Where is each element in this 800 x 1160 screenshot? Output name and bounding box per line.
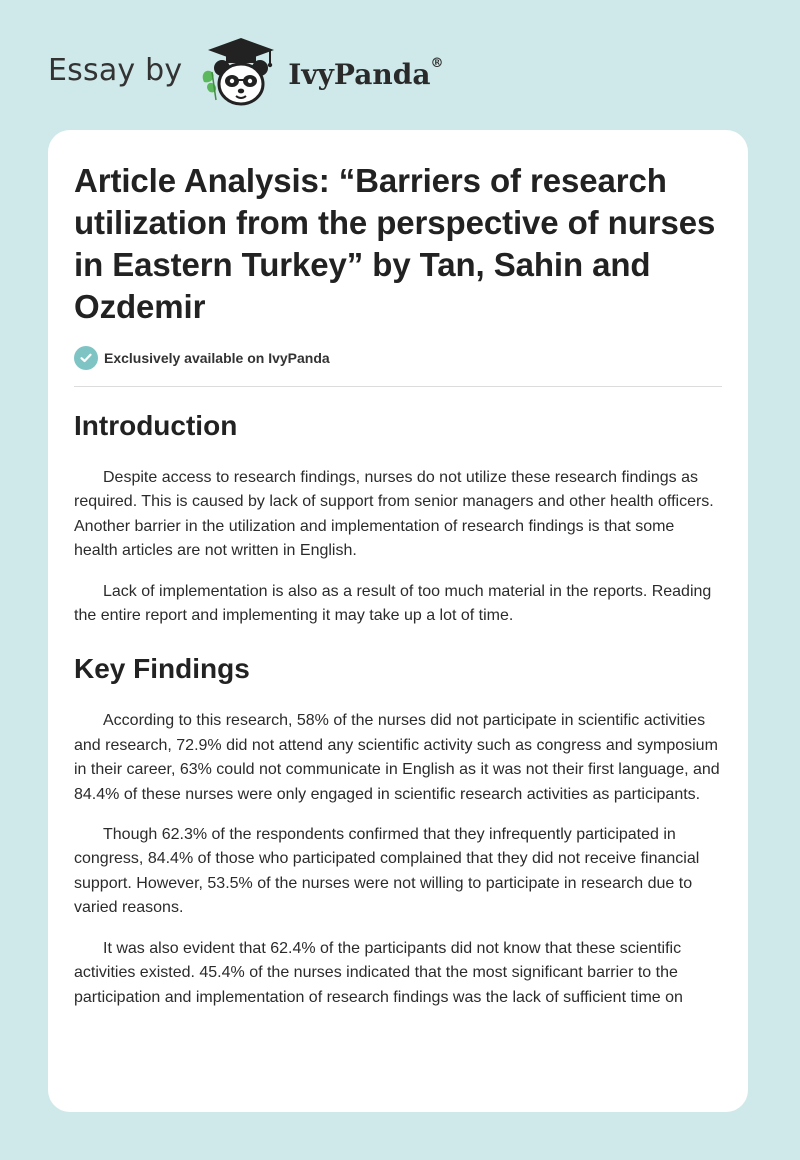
brand-name[interactable] bbox=[288, 58, 443, 91]
title-divider bbox=[74, 386, 722, 387]
section-heading: Introduction bbox=[74, 410, 238, 441]
paragraph: It was also evident that 62.4% of the participants did not know that these scientific activities existed. 45.4% of the nurses indicated that the most significant barrier to the participation and implementation of research findings was the lack of sufficient time on bbox=[74, 939, 683, 1006]
section-heading: Key Findings bbox=[74, 653, 250, 685]
paragraph: Despite access to research findings, nurses do not utilize these research findings as required. This is caused by lack of support from senior managers and other health officers. Another barrier in the utilization and implementation of research findings is that some health articles are not written in English. bbox=[74, 469, 714, 560]
section-introduction bbox=[74, 409, 722, 628]
site-header bbox=[48, 34, 443, 110]
paragraph: According to this research, 58% of the nurses did not participate in scientific activities and research, 72.9% did not attend any scientific activity such as congress and symposium in their career, 63% could not communicate in English as it was not their first language, and 84.4% of these nurses were only engaged in scientific research activities as participants. bbox=[74, 712, 720, 803]
essay-by-label: Essay by bbox=[48, 52, 183, 88]
exclusive-badge bbox=[74, 346, 722, 370]
paragraph: Though 62.3% of the respondents confirmed that they infrequently participated in congress, 84.4% of those who participated complained that they did not receive financial support. However, 53.5% of the nurses were not willing to participate in research due to varied reasons. bbox=[74, 826, 700, 917]
trademark-symbol: ® bbox=[430, 56, 444, 72]
brand-text: IvyPanda bbox=[288, 57, 431, 91]
exclusive-label: Exclusively available on IvyPanda bbox=[104, 350, 330, 366]
paragraph: Lack of implementation is also as a result of too much material in the reports. Reading the entire report and implementing it may take up a lot of time. bbox=[74, 582, 712, 625]
check-icon bbox=[74, 346, 98, 370]
panda-graduate-icon[interactable] bbox=[198, 34, 284, 110]
section-key-findings bbox=[74, 652, 722, 1009]
article-card bbox=[48, 130, 748, 1112]
article-title: Article Analysis: “Barriers of research utilization from the perspective of nurses in Eastern Turkey” by Tan, Sahin and Ozdemir bbox=[74, 162, 716, 325]
